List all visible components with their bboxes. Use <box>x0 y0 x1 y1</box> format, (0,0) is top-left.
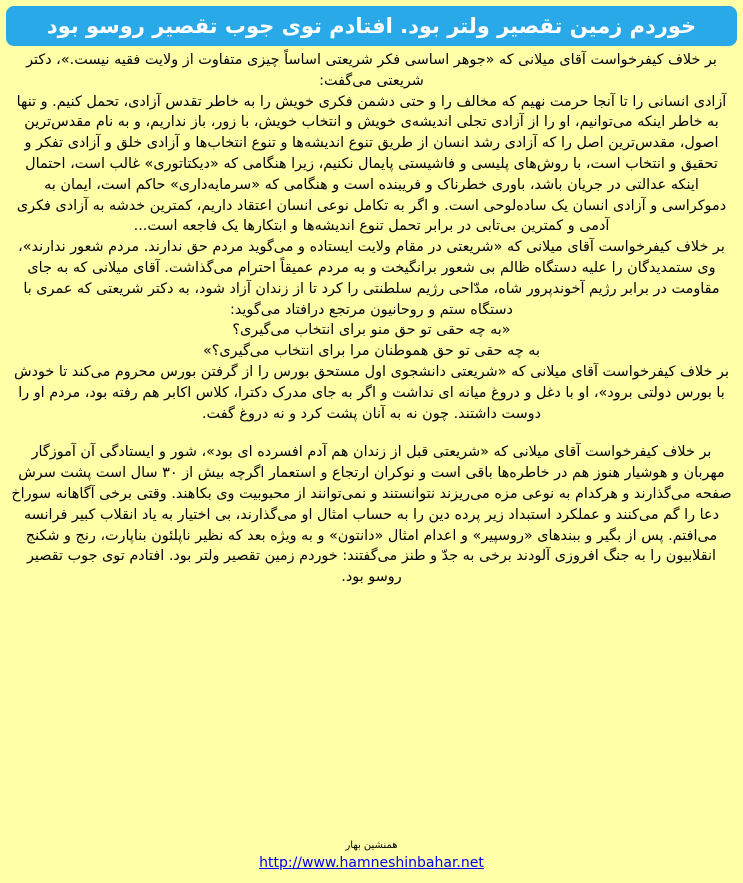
paragraph-5: بر خلاف کیفرخواست آقای میلانی که «شریعتی قبل از زندان هم آدم افسرده ای بود»، شور و ایستادگی آن آموزگار مهربان و هوشیار هنوز هم در خاطره‌ها باقی است و نوکران ارتجاع و استعمار اگرچه بیش از ۳۰ سال است پشت سرش صفحه می‌گذارند و هرکدام به نوعی مزه می‌ریزند نتوانستند و نمی‌توانند از محبوبیت وی بکاهند. وقتی برخی آگاهانه سوراخ دعا را گم می‌کنند و عملکرد استبداد زیر پرده دین را به حساب امثال او می‌گذارند، بی اختیار به یاد انقلاب کبیر فرانسه می‌افتم. پس از بگیر و ببندهای «روسپیر» و اعدام امثال «دانتون» و به ویژه بعد که نظیر ناپلئون بناپارت، رنج و شکنج انقلابیون را به جنگ افروزی آلودند برخی به جدّ و طنز می‌گفتند: خوردم زمین تقصیر ولتر بود. افتادم توی جوب تقصیر روسو بود. <box>11 444 732 586</box>
site-name: همنشین بهار <box>345 840 398 851</box>
quote-line-2: به چه حقی تو حق هموطنان مرا برای انتخاب می‌گیری؟» <box>202 343 541 360</box>
quote-line-1: «به چه حقی تو حق منو برای انتخاب می‌گیری؟ <box>232 322 511 339</box>
site-link[interactable]: http://www.hamneshinbahar.net <box>259 855 484 871</box>
title-banner <box>6 6 737 46</box>
page-title: خوردم زمین تقصیر ولتر بود. افتادم توی جوب تقصیر روسو بود <box>46 14 697 38</box>
paragraph-1: بر خلاف کیفرخواست آقای میلانی که «جوهر اساسی فکر شریعتی اساساً چیزی متفاوت از ولایت فقیه نیست.»، دکتر شریعتی می‌گفت: <box>26 52 717 89</box>
paragraph-2-quote: آزادی انسانی را تا آنجا حرمت نهیم که مخالف را و حتی دشمن فکری خویش را به خاطر تقدس آزادی، تحمل کنیم. و تنها به خاطر اینکه می‌توانیم، او را از آزادی تجلی اندیشه‌ی خویش و انتخاب خویش، با زور، باز نداریم، و به نام مقدس‌ترین اصول، مقدس‌ترین اصل را که آزادی رشد انسان از طریق تنوع اندیشه‌ها و تنوع انتخاب‌ها و آزادی خلق و آزادی تفکر و تحقیق و انتخاب است، با روش‌های پلیسی و فاشیستی پایمال نکنیم، زیرا هنگامی که «دیکتاتوری» غالب است، احتمال اینکه عدالتی در جریان باشد، باوری خطرناک و فریبنده است و هنگامی که «سرمایه‌داری» حاکم است، ایمان به دموکراسی و آزادی انسان یک ساده‌لوحی است. و اگر به تکامل نوعی انسان اعتقاد داریم، کمترین خدشه به آزادی فکری آدمی و کمترین بی‌تابی در برابر تحمل تنوع اندیشه‌ها و ابتکارها یک فاجعه است... <box>16 93 727 235</box>
article-body <box>10 50 733 588</box>
paragraph-3: بر خلاف کیفرخواست آقای میلانی که «شریعتی در مقام ولایت ایستاده و می‌گوید مردم حق ندارند. مردم شعور ندارند»، وی ستمدیدگان را علیه دستگاه ظالم بی شعور برانگیخت و به مردم عمیقاً احترام می‌گذاشت. آقای میلانی که به جای مقاومت در برابر رژیم آخوندپرور شاه، مدّاحی رژیم سلطنتی را کرد تا از زندان آزاد شود، به دکتر شریعتی که عمری با دستگاه ستم و روحانیون مرتجع درافتاد می‌گوید: <box>18 239 725 318</box>
paragraph-4: بر خلاف کیفرخواست آقای میلانی که «شریعتی دانشجوی اول مستحق بورس را از گرفتن بورس محروم می‌کند تا خودش با بورس دولتی برود»، او با دغل و دروغ میانه ای نداشت و اگر به جای مدرک دکترا، کلاس اکابر هم رفته بود، مردم او را دوست داشتند. چون نه به آنان پشت کرد و نه دروغ گفت. <box>14 363 729 422</box>
